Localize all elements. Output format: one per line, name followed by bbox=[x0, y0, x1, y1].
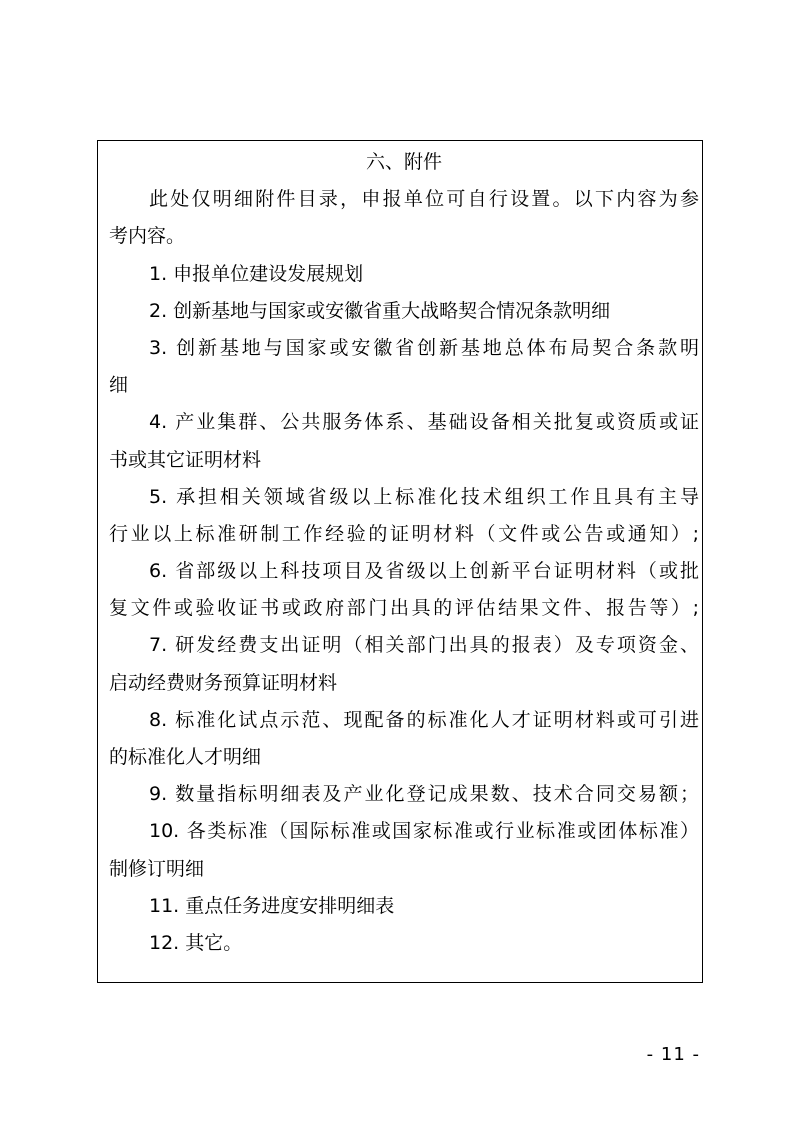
list-item-11: 11. 重点任务进度安排明细表 bbox=[149, 894, 395, 917]
list-item-4-line-1: 4. 产业集群、公共服务体系、基础设备相关批复或资质或证 bbox=[149, 411, 699, 434]
section-title: 六、附件 bbox=[365, 151, 442, 173]
list-item-1: 1. 申报单位建设发展规划 bbox=[149, 262, 364, 285]
list-item-3-line-1: 3. 创新基地与国家或安徽省创新基地总体布局契合条款明 bbox=[149, 336, 699, 359]
list-item-5-line-2: 行业以上标准研制工作经验的证明材料（文件或公告或通知）; bbox=[109, 522, 699, 545]
attachment-section-content bbox=[109, 144, 699, 962]
page-number: - 11 - bbox=[646, 1044, 700, 1065]
list-item-12: 12. 其它。 bbox=[149, 931, 243, 954]
list-item-6-line-2: 复文件或验收证书或政府部门出具的评估结果文件、报告等）; bbox=[109, 597, 699, 620]
list-item-4-line-2: 书或其它证明材料 bbox=[109, 448, 262, 471]
list-item-6-line-1: 6. 省部级以上科技项目及省级以上创新平台证明材料（或批 bbox=[149, 560, 699, 583]
list-item-7-line-2: 启动经费财务预算证明材料 bbox=[109, 671, 338, 694]
list-item-10-line-2: 制修订明细 bbox=[109, 857, 205, 880]
list-item-8-line-1: 8. 标准化试点示范、现配备的标准化人才证明材料或可引进 bbox=[149, 708, 699, 731]
list-item-5-line-1: 5. 承担相关领域省级以上标准化技术组织工作且具有主导 bbox=[149, 485, 699, 508]
list-item-8-line-2: 的标准化人才明细 bbox=[109, 746, 262, 768]
intro-line-2: 考内容。 bbox=[109, 225, 186, 248]
list-item-2: 2. 创新基地与国家或安徽省重大战略契合情况条款明细 bbox=[149, 299, 611, 322]
intro-line-1: 此处仅明细附件目录，申报单位可自行设置。以下内容为参 bbox=[149, 188, 699, 211]
list-item-3-line-2: 细 bbox=[109, 374, 129, 397]
list-item-7-line-1: 7. 研发经费支出证明（相关部门出具的报表）及专项资金、 bbox=[149, 634, 699, 657]
list-item-10-line-1: 10. 各类标准（国际标准或国家标准或行业标准或团体标准） bbox=[149, 820, 699, 843]
list-item-9: 9. 数量指标明细表及产业化登记成果数、技术合同交易额； bbox=[149, 783, 699, 806]
